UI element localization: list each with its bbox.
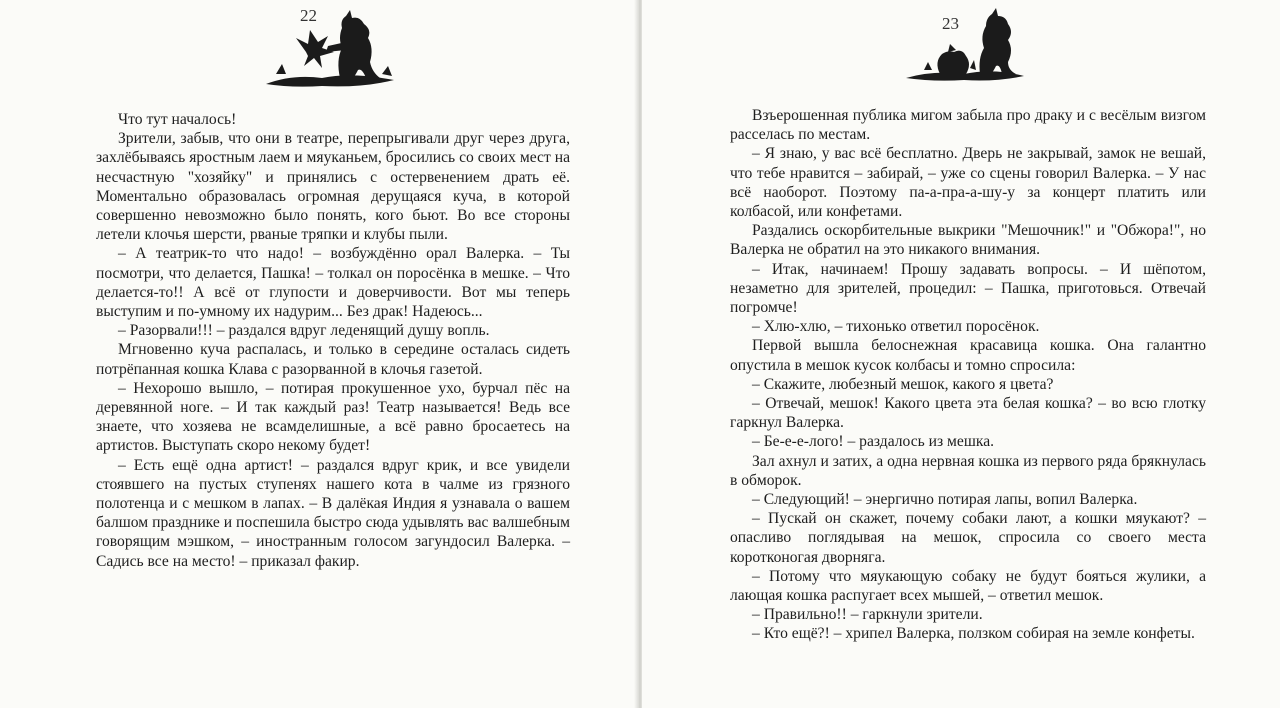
body-text: [730, 106, 1206, 644]
paragraph: – Пускай он скажет, почему собаки лают, а кошки мяукают? – опасливо поглядывая на мешок, спросила со своего места коротконогая дворняга.: [730, 510, 1206, 566]
paragraph: Взъерошенная публика мигом забыла про драку и с весёлым визгом расселась по местам.: [730, 107, 1206, 144]
wolf-silhouette-vignette: [262, 8, 398, 88]
paragraph: – Я знаю, у вас всё бесплатно. Дверь не закрывай, замок не вешай, что тебе нравится – забирай, – уже со сцены говорил Валерка. – У нас всё наоборот. Поэтому па-а-пра-а-шу-у за концерт платить или колбасой, или конфетами.: [730, 145, 1206, 221]
right-page: [642, 0, 1280, 708]
paragraph: Первой вышла белоснежная красавица кошка. Она галантно опустила в мешок кусок колбасы и томно спросила:: [730, 337, 1206, 374]
paragraph: Что тут началось!: [118, 111, 237, 128]
paragraph: Зрители, забыв, что они в театре, перепрыгивали друг через друга, захлёбываясь яростным лаем и мяуканьем, бросились со своих мест на несчастную "хозяйку" и принялись с остервенением драть её. Моментально образовалась огромная дерущаяся куча, в которой совершенно невозможно было понять, кого бьют. Во все стороны летели клочья шерсти, рваные тряпки и клубы пыли.: [96, 130, 570, 244]
paragraph: Зал ахнул и затих, а одна нервная кошка из первого ряда брякнулась в обморок.: [730, 452, 1206, 489]
paragraph: – Итак, начинаем! Прошу задавать вопросы. – И шёпотом, незаметно для зрителей, процедил: – Пашка, приготовься. Отвечай погромче!: [730, 260, 1206, 317]
left-page: [0, 0, 638, 708]
paragraph: – Бе-е-е-лого! – раздалось из мешка.: [752, 433, 995, 451]
paragraph: – Разорвали!!! – раздался вдруг леденящий душу вопль.: [118, 322, 490, 340]
paragraph: Раздались оскорбительные выкрики "Мешочник!" и "Обжора!", но Валерка не обратил на это никакого внимания.: [730, 222, 1206, 259]
paragraph: – Есть ещё одна артист! – раздался вдруг крик, и все увидели стоявшего на пустых ступенях нашего кота в чалме из грязного полотенца и с мешком в лапах. – В далёкая Индия я узнавала о вашем балшом празднике и поспешила быстро сюда удывлять вас валшебным говорящим мэшком, – иностранным голосом загундосил Валерка. – Садись все на место! – приказал факир.: [96, 456, 570, 570]
paragraph: – Потому что мяукающую собаку не будут бояться жулики, а лающая кошка распугает всех мышей, – ответил мешок.: [730, 567, 1206, 605]
paragraph: Мгновенно куча распалась, и только в середине осталась сидеть потрёпанная кошка Клава с разорванной в клочья газетой.: [96, 341, 570, 378]
paragraph: – Нехорошо вышло, – потирая прокушенное ухо, бурчал пёс на деревянной ноге. – И так каждый раз! Театр называется! Ведь все знаете, что хозяева не всамделишные, а всё равно бросаетесь на артистов. Выступать скоро некому будет!: [96, 379, 570, 455]
page-number: 23: [942, 14, 959, 33]
wolf-and-sack-silhouette-vignette: [904, 8, 1026, 82]
paragraph: – Следующий! – энергично потирая лапы, вопил Валерка.: [752, 491, 1138, 509]
paragraph: – А театрик-то что надо! – возбуждённо орал Валерка. – Ты посмотри, что делается, Пашка! – толкал он поросёнка в мешке. – Что делается-то!! А всё от глупости и доверчивости. Вот мы теперь выступим и по-умному их надурим... Без драк! Надеюсь...: [96, 245, 570, 321]
paragraph: – Хлю-хлю, – тихонько ответил поросёнок.: [752, 318, 1040, 336]
paragraph: – Кто ещё?! – хрипел Валерка, ползком собирая на земле конфеты.: [752, 625, 1195, 643]
paragraph: – Скажите, любезный мешок, какого я цвета?: [752, 375, 1054, 393]
page-number: 22: [300, 6, 317, 25]
body-text: [96, 110, 570, 571]
paragraph: – Правильно!! – гаркнули зрители.: [752, 606, 983, 624]
paragraph: – Отвечай, мешок! Какого цвета эта белая кошка? – во всю глотку гаркнул Валерка.: [730, 395, 1206, 432]
